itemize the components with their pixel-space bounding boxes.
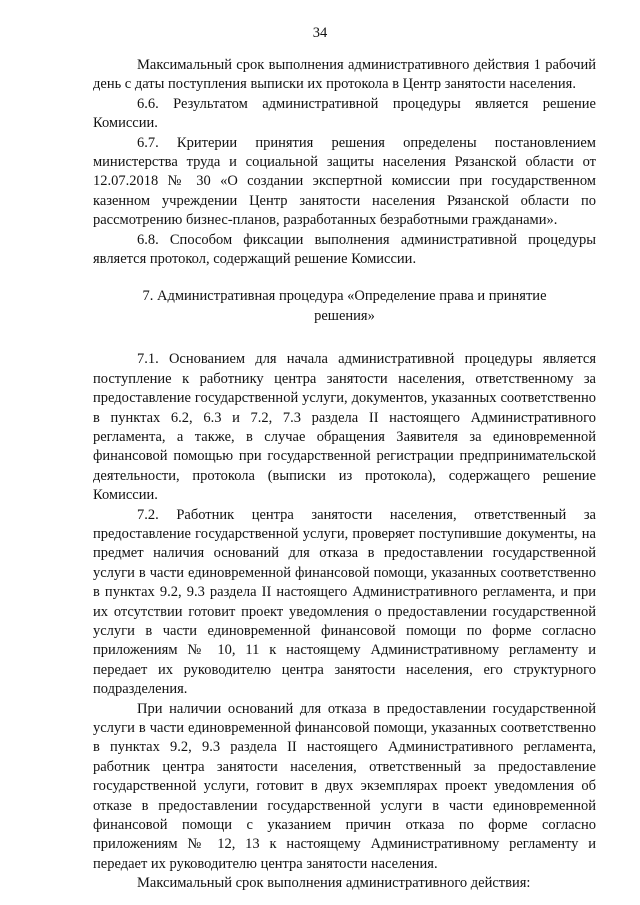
document-body [93,56,596,894]
section-heading-7: 7. Административная процедура «Определение права и принятие решения» [142,288,547,324]
spacer [93,269,596,287]
paragraph-7-2: 7.2. Работник центра занятости населения, ответственный за предоставление государственной услуги, проверяет поступившие документы, на предмет наличия оснований для отказа в предоставлении государственной услуги в части единовременной финансовой помощи, указанных соответственно в пунктах 9.2, 9.3 раздела II настоящего Административного регламента, и при их отсутствии готовит проект уведомления о предоставлении государственной услуги в части единовременной финансовой помощи по форме согласно приложениям № 10, 11 к настоящему Административному регламенту и передает их руководителю центра занятости населения, его структурного подразделения. [93,506,596,698]
paragraph-refusal: При наличии оснований для отказа в предоставлении государственной услуги в части единовременной финансовой помощи, указанных соответственно в пунктах 9.2, 9.3 раздела II настоящего Административного регламента, работник центра занятости населения, ответственный за предоставление государственной услуги, готовит в двух экземплярах проект уведомления об отказе в предоставлении государственной услуги в части единовременной финансовой помощи с указанием причин отказа по форме согласно приложениям № 12, 13 к настоящему Административному регламенту и передает их руководителю центра занятости населения. [93,700,596,872]
paragraph-7-1: 7.1. Основанием для начала административной процедуры является поступление к работнику центра занятости населения, ответственному за предоставление государственной услуги, документов, указанных соответственно в пунктах 6.2, 6.3 и 7.2, 7.3 раздела II настоящего Административного регламента, а также, в случае обращения Заявителя за единовременной финансовой помощью при государственной регистрации предпринимательской деятельности, протокола (выписки из протокола), содержащего решение Комиссии. [93,351,596,504]
spacer [93,326,596,350]
paragraph-max-term-2: Максимальный срок выполнения административного действия: [137,875,531,892]
paragraph-max-term-1: Максимальный срок выполнения административного действия 1 рабочий день с даты поступления выписки их протокола в Центр занятости населения. [93,57,596,93]
paragraph-6-7: 6.7. Критерии принятия решения определены постановлением министерства труда и социальной защиты населения Рязанской области от 12.07.2018 № 30 «О создании экспертной комиссии при государственном казенном учреждении Центр занятости населения Рязанской области по рассмотрению бизнес-планов, разработанных безработными гражданами». [93,134,596,229]
page-number: 34 [312,25,328,41]
paragraph-6-6: 6.6. Результатом административной процедуры является решение Комиссии. [93,95,596,132]
paragraph-6-8: 6.8. Способом фиксации выполнения административной процедуры является протокол, содержащий решение Комиссии. [93,231,596,268]
